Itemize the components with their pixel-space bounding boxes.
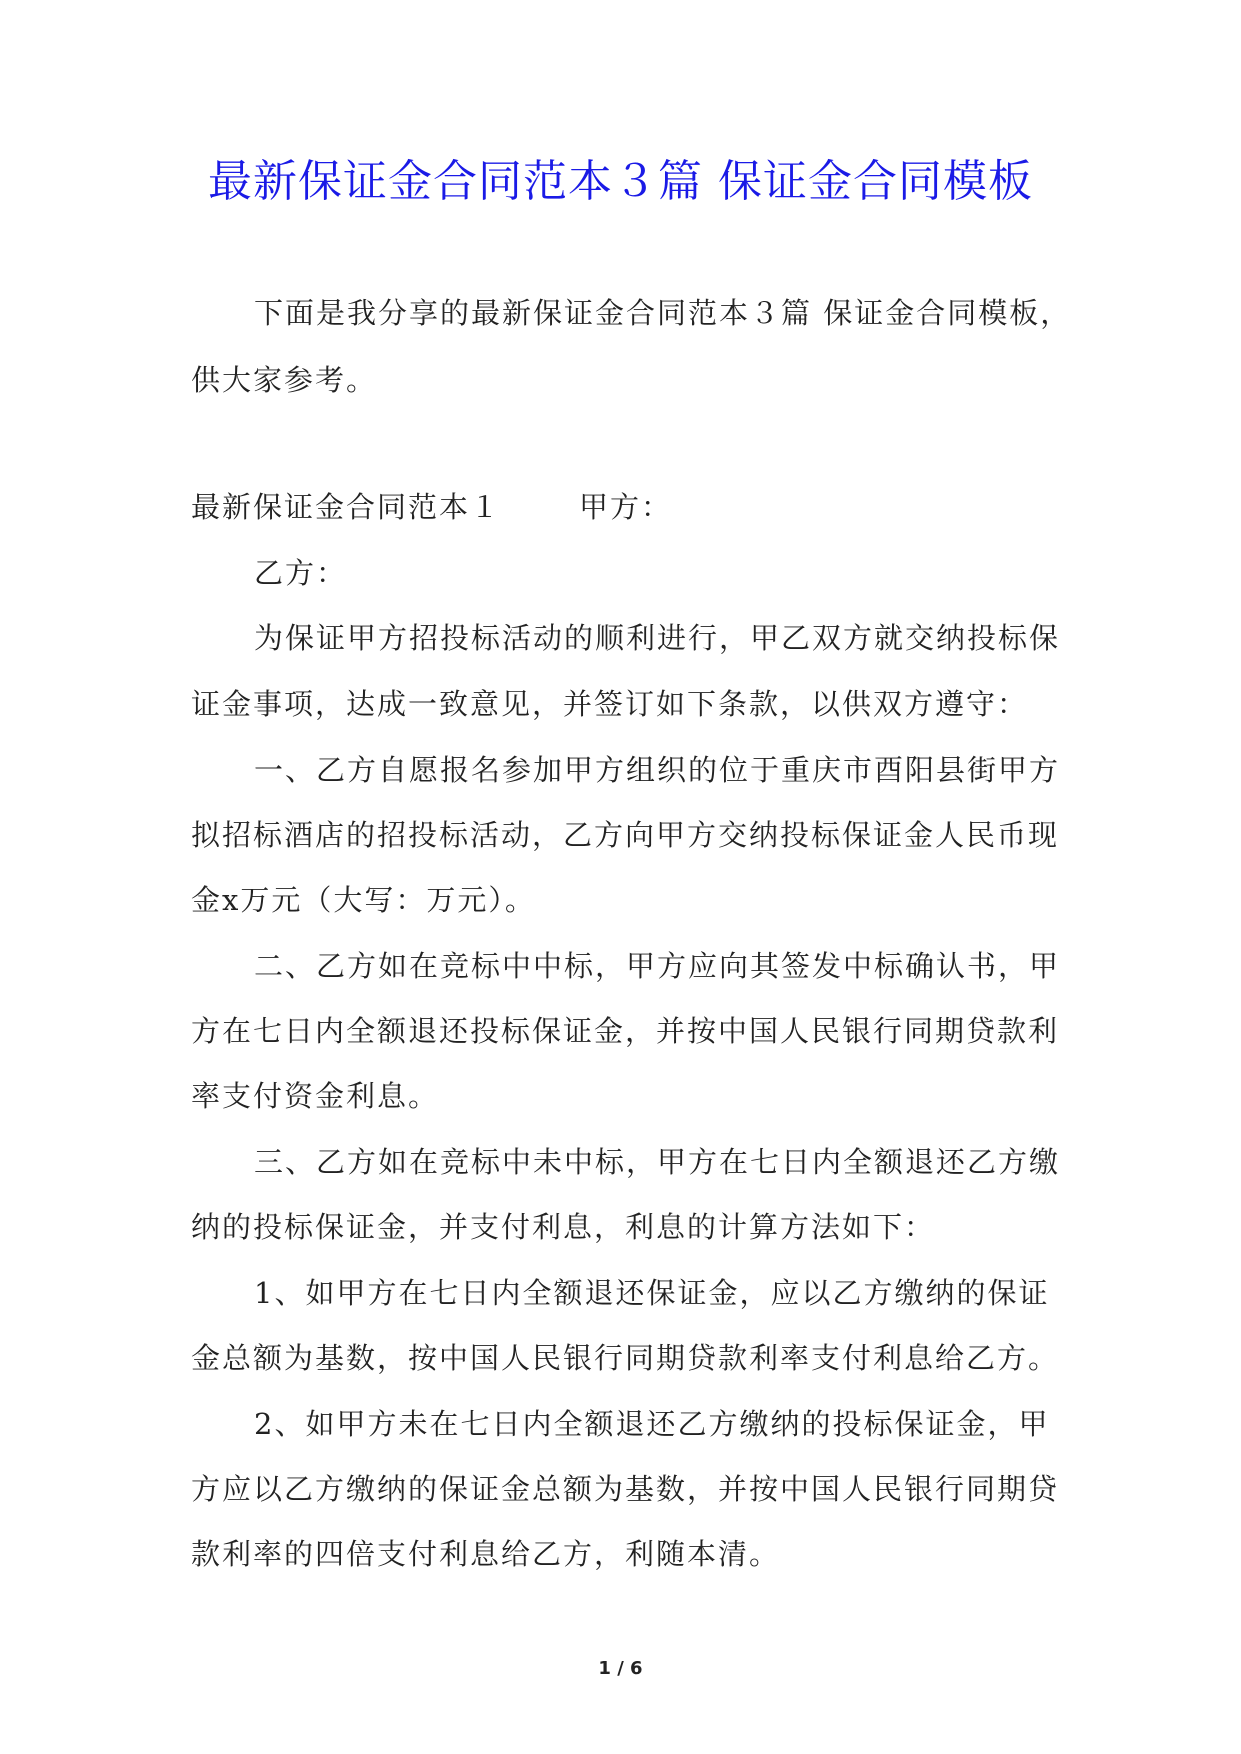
- paragraph-line: 二、乙方如在竞标中中标，甲方应向其签发中标确认书，甲: [254, 949, 1061, 983]
- paragraph-line: 1、如甲方在七日内全额退还保证金，应以乙方缴纳的保证: [254, 1276, 1050, 1310]
- paragraph-line: 金x万元（大写：万元）。: [191, 883, 536, 917]
- intro-line: 供大家参考。: [191, 363, 378, 397]
- section-heading-label: 最新保证金合同范本１: [191, 490, 502, 524]
- page-number: 1 / 6: [598, 1658, 643, 1679]
- paragraph-line: 金总额为基数，按中国人民银行同期贷款利率支付利息给乙方。: [191, 1341, 1060, 1375]
- party-b-label: 乙方：: [254, 556, 348, 590]
- paragraph-line: 一、乙方自愿报名参加甲方组织的位于重庆市酉阳县街甲方: [254, 753, 1061, 787]
- intro-line: 下面是我分享的最新保证金合同范本３篇 保证金合同模板，: [254, 296, 1072, 330]
- paragraph-line: 2、如甲方未在七日内全额退还乙方缴纳的投标保证金，甲: [254, 1407, 1050, 1441]
- paragraph-line: 款利率的四倍支付利息给乙方，利随本清。: [191, 1537, 781, 1571]
- paragraph-line: 率支付资金利息。: [191, 1079, 440, 1113]
- party-a-label: 甲方：: [579, 490, 673, 524]
- paragraph-line: 为保证甲方招投标活动的顺利进行，甲乙双方就交纳投标保: [254, 621, 1061, 655]
- paragraph-line: 证金事项，达成一致意见，并签订如下条款，以供双方遵守：: [191, 687, 1029, 721]
- paragraph-line: 方在七日内全额退还投标保证金，并按中国人民银行同期贷款利: [191, 1014, 1060, 1048]
- section-heading: [191, 487, 672, 527]
- paragraph-line: 拟招标酒店的招投标活动，乙方向甲方交纳投标保证金人民币现: [191, 818, 1060, 852]
- document-title: 最新保证金合同范本３篇 保证金合同模板: [208, 156, 1033, 207]
- paragraph-line: 纳的投标保证金，并支付利息，利息的计算方法如下：: [191, 1210, 936, 1244]
- paragraph-line: 三、乙方如在竞标中未中标，甲方在七日内全额退还乙方缴: [254, 1145, 1061, 1179]
- paragraph-line: 方应以乙方缴纳的保证金总额为基数，并按中国人民银行同期贷: [191, 1472, 1060, 1506]
